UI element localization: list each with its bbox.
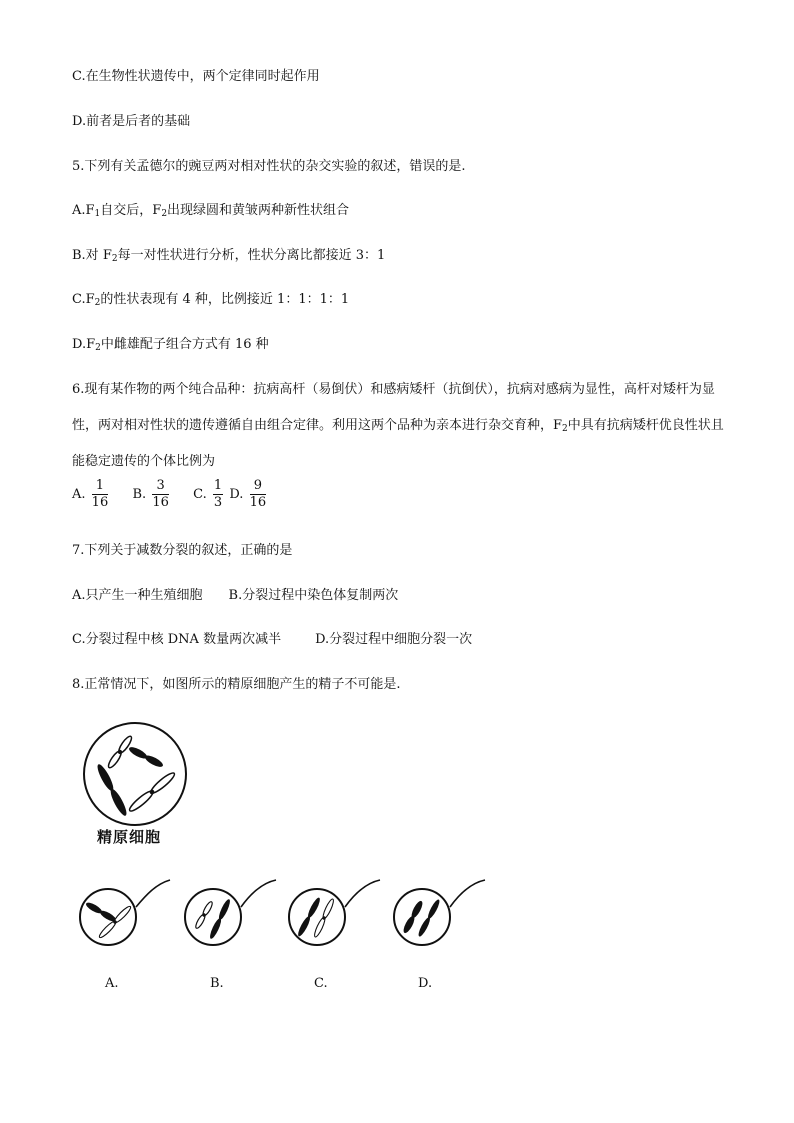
q6-stem: 6.现有某作物的两个纯合品种：抗病高杆（易倒伏）和感病矮杆（抗倒伏），抗病对感病为显性，高杆对矮杆为显性，两对相对性状的遗传遵循自由组合定律。利用这两个品种为亲本进行杂交育种，$F_2$中具有抗病矮杆优良性状且能稳定遗传的个体比例为 — [72, 382, 724, 469]
sperm-option-c — [289, 880, 380, 945]
q5-option-a: $A.F_1$自交后，$F_2$出现绿圆和黄皱两种新性状组合 — [72, 203, 350, 219]
q6-option-a-label: A. — [72, 487, 86, 502]
sperm-choice-b-label: B. — [210, 976, 224, 991]
q6-option-b-fraction: $\frac{3}{16}$ — [152, 478, 169, 510]
sperm-choice-a-label: A. — [105, 976, 119, 991]
q5-option-d: $D.F_2$中雌雄配子组合方式有 16 种 — [72, 337, 269, 353]
q4-option-d: D.前者是后者的基础 — [72, 114, 191, 129]
q5-option-c: $C.F_2$的性状表现有 4 种，比例接近 1：1：1：1 — [72, 292, 350, 308]
sperm-option-b — [185, 880, 276, 945]
sperm-choice-c-label: C. — [314, 976, 328, 991]
q6-option-d-label: D. — [229, 487, 244, 502]
spermatogonium-cell — [84, 723, 186, 825]
sperm-option-d — [394, 880, 485, 945]
q6-option-d-fraction: $\frac{9}{16}$ — [249, 478, 267, 510]
q7-option-a: A.只产生一种生殖细胞 — [72, 588, 203, 603]
q6-option-c-label: C. — [193, 487, 207, 502]
sperm-option-a — [80, 880, 170, 945]
q5-option-b: B.对 $F_2$每一对性状进行分析，性状分离比都接近 3：1 — [72, 248, 386, 264]
q4-option-c: C.在生物性状遗传中，两个定律同时起作用 — [72, 69, 320, 84]
q7-option-c: C.分裂过程中核 DNA 数量两次减半 — [72, 632, 282, 647]
q7-stem: 7.下列关于减数分裂的叙述，正确的是 — [72, 543, 293, 558]
q5-stem: 5.下列有关孟德尔的豌豆两对相对性状的杂交实验的叙述，错误的是. — [72, 159, 466, 174]
spermatogonium-caption: 精原细胞 — [97, 828, 162, 846]
q6-option-b-label: B. — [132, 487, 147, 502]
q8-stem: 8.正常情况下，如图所示的精原细胞产生的精子不可能是. — [72, 677, 401, 692]
q6-option-c-fraction: $\frac{1}{3}$ — [213, 478, 223, 510]
q7-option-b: B.分裂过程中染色体复制两次 — [228, 588, 399, 603]
q7-option-d: D.分裂过程中细胞分裂一次 — [315, 632, 473, 647]
sperm-choice-d-label: D. — [418, 976, 433, 991]
q6-option-a-fraction: $\frac{1}{16}$ — [91, 478, 109, 510]
